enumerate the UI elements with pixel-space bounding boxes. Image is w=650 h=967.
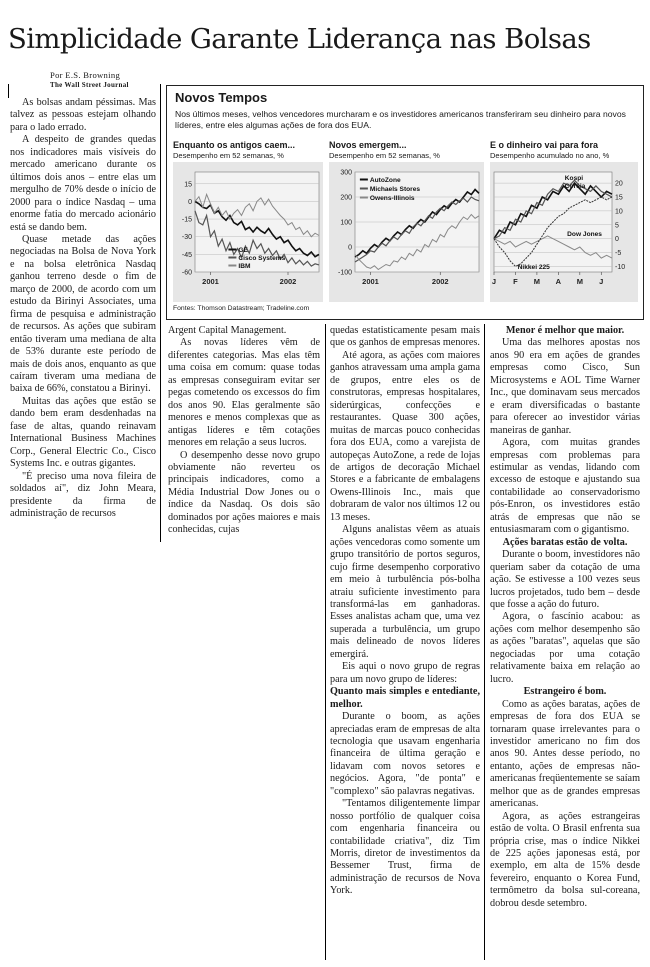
byline-publication: The Wall Street Journal [50, 81, 129, 89]
subhead: Quanto mais simples e entediante, melhor. [330, 686, 480, 710]
subhead: Ações baratas estão de volta. [502, 536, 628, 548]
article-column-1 [10, 97, 156, 552]
paragraph: Uma das melhores apostas nos anos 90 era em ações de grandes empresas como Cisco, Sun Microsystems e AOL Time Warner Inc., que dominavam seus mercados e eram diversificadas o bastante para oferecer ao investidor várias maneiras de ganhar. [490, 337, 640, 436]
column-rule [484, 324, 485, 960]
x-tick-label: M [576, 277, 583, 286]
legend-label: Dow Jones [567, 231, 602, 238]
legend-label: GE [238, 247, 248, 254]
y-tick-label: -10 [615, 263, 626, 271]
paragraph: "É preciso uma nova fileira de soldados aí", diz John Meara, presidente da firma de administração de recursos [10, 470, 156, 519]
paragraph: Como as ações baratas, ações de empresas de fora dos EUA se tornaram quase irrelevantes para o investidor americano no fim dos anos 90. Antes desse período, no entanto, ações de empresas não-americanas freqüentemente se saíam melhor que as de grandes empresas americanas. [490, 698, 640, 810]
x-tick-label: 2002 [279, 277, 297, 286]
y-tick-label: 100 [340, 219, 352, 227]
paragraph: Durante o boom, investidores não queriam saber da cotação de uma ação. Se estivesse a 100 vezes seus lucros projetados, tudo bem – desde que fosse a ação do futuro. [490, 549, 640, 610]
chart-svg [329, 162, 484, 302]
chart-svg [490, 162, 638, 302]
y-tick-label: -30 [181, 234, 192, 242]
y-tick-label: 0 [188, 198, 192, 206]
x-tick-label: F [513, 277, 518, 286]
legend-label: Nikkei 225 [517, 264, 550, 271]
chart-title: Enquanto os antigos caem... [173, 140, 296, 150]
legend-label: Kospi [564, 175, 584, 182]
chart-subtitle: Desempenho acumulado no ano, % [490, 151, 610, 160]
y-tick-label: -60 [181, 269, 192, 277]
y-tick-label: 5 [615, 222, 619, 230]
chart-2 [329, 140, 484, 307]
paragraph: Agora, o fascínio acabou: as ações com melhor desempenho são as ações "baratas", aquelas que são negociadas por uma cotação relativamente baixa em relação ao lucro. [490, 611, 640, 685]
paragraph: Agora, as ações estrangeiras estão de volta. O Brasil enfrenta sua própria crise, mas o índice Nikkei de 225 ações japonesas está, por exemplo, em alta de 15% desde fevereiro, enquanto o Korea Fund, termômetro da bolsa sul-coreana, dobrou desde setembro. [490, 810, 640, 909]
chart-subtitle: Desempenho em 52 semanas, % [329, 151, 440, 160]
y-tick-label: -5 [615, 250, 622, 258]
article-column-2 [168, 325, 320, 560]
chart-svg [173, 162, 323, 302]
x-tick-label: J [491, 277, 497, 286]
article-column-3 [330, 325, 480, 965]
paragraph: A despeito de grandes quedas nos indicadores mais visíveis do mercado americano durante os últimos dois anos – entre elas um mergulho de 70% desde o início de 2000 para o índice Nasdaq – uma enorme fatia do mercado acionário está se dando bem. [10, 134, 156, 233]
news-graphic [166, 85, 644, 320]
y-tick-label: 10 [615, 208, 623, 216]
y-tick-label: -100 [337, 269, 352, 277]
byline-author: Por E.S. Browning [50, 70, 121, 80]
legend-label: Michaels Stores [369, 186, 421, 193]
paragraph: Até agora, as ações com maiores ganhos atravessam uma ampla gama de grupos, entre eles os de construtoras, empresas hospitalares, siderúrgicas, confecções e restaurantes. Quase 300 ações, muitas de marcas pouco conhecidas fora dos EUA, como a varejista de autopeças AutoZone, a rede de lojas de artigos de decoração Michael Stores e a fabricante de embalagens Owens-Illinois Inc., mais que dobraram de valor nos últimos 12 ou 13 meses. [330, 349, 480, 523]
paragraph: Muitas das ações que estão se dando bem eram desdenhadas na fase de altas, quando reinavam International Business Machines Corp., General Electric Co., Cisco Systems Inc. e outras gigantes. [10, 395, 156, 470]
subhead: Estrangeiro é bom. [523, 686, 607, 698]
legend-label: Cisco Systems [238, 255, 286, 262]
x-tick-label: 2002 [431, 277, 449, 286]
y-tick-label: 200 [340, 194, 352, 202]
x-tick-label: 2001 [202, 277, 219, 286]
y-tick-label: 15 [184, 181, 192, 189]
paragraph: O desempenho desse novo grupo obviamente não reverteu os principais indicadores, como a Média Industrial Dow Jones ou o índice da Nasdaq. Os dois são dominados por ações maiores e mais conhecidas, cujas [168, 449, 320, 536]
legend-label: Coréia [564, 183, 586, 190]
paragraph: As novas líderes vêm de diferentes categorias. Mas elas têm uma coisa em comum: quase todas as empresas conseguiram evitar ser pegas cometendo os excessos do fim dos anos 90. Elas geralmente são menores e menos complexas que as antigas líderes e têm cotações menores em relação a seus lucros. [168, 337, 320, 449]
chart-title: E o dinheiro vai para fora [490, 140, 599, 150]
x-tick-label: 2001 [362, 277, 379, 286]
chart-3 [490, 140, 638, 307]
paragraph: Eis aqui o novo grupo de regras para um novo grupo de líderes: [330, 661, 480, 685]
chart-1 [173, 140, 323, 307]
headline: Simplicidade Garante Liderança nas Bolsas [8, 23, 591, 55]
legend-label: IBM [238, 263, 251, 270]
graphic-description: Nos últimos meses, velhos vencedores murcharam e os investidores americanos transferiram seu dinheiro para novos líderes, entre eles algumas ações de fora dos EUA. [175, 109, 626, 130]
x-tick-label: M [533, 277, 541, 286]
y-tick-label: -45 [181, 251, 192, 259]
chart-title: Novos emergem... [329, 140, 407, 150]
paragraph: Alguns analistas vêem as atuais ações vencedoras como somente um grupo transitório de portos seguros, cujo firme desempenho corporativo em meio à turbulência pós-bolha atraiu suficiente investimento para transformá-las em ganhadoras. Esses analistas acham que, uma vez superada a turbulência, um grupo mais delineado de novos líderes emergirá. [330, 524, 480, 660]
article-column-4 [490, 325, 640, 965]
x-tick-label: A [555, 277, 562, 286]
subhead: Menor é melhor que maior. [505, 325, 625, 336]
graphic-source: Fontes: Thomson Datastream; Tradeline.com [173, 305, 310, 312]
y-tick-label: 0 [615, 236, 619, 244]
byline [50, 70, 160, 90]
column-rule [8, 84, 9, 98]
y-tick-label: 15 [615, 194, 623, 202]
y-tick-label: 20 [615, 180, 623, 188]
paragraph: Durante o boom, as ações apreciadas eram de empresas de alta tecnologia que usavam engenharia financeira de última geração e lidavam com novos setores e negócios. Agora, "de ponta" e "complexo" são palavras negativas. [330, 711, 480, 797]
paragraph: As bolsas andam péssimas. Mas talvez as pessoas estejam olhando para o lado errado. [10, 97, 156, 133]
paragraph: "Tentamos diligentemente limpar nosso portfólio de qualquer coisa com engenharia financeira ou contabilidade criativa", diz Tim Morris, diretor de investimentos da Bessemer Trust, firma de administração de recursos de Nova York. [330, 798, 480, 897]
legend-label: AutoZone [369, 177, 401, 184]
x-tick-label: J [599, 277, 604, 286]
paragraph: Quase metade das ações negociadas na Bolsa de Nova York e na bolsa eletrônica Nasdaq ganhou terreno desde o fim de março de 2000, de acordo com um estudo da Birinyi Associates, uma firma de pesquisa e administração de recursos. As ações que subiram então tiveram uma mediana de alta de 53% durante este período de mais de dois anos, enquanto as que caíram tiveram uma mediana de baixa de 66%, constatou a Birinyi. [10, 233, 156, 395]
legend-label: Owens-Illinois [369, 195, 415, 202]
paragraph: Agora, com muitas grandes empresas com problemas para estimular as vendas, lidando com excesso de estoque e ajustando sua contabilidade ao conservadorismo pós-Enron, os investidores estão atrás de empresas que não se entusiasmaram com o gigantismo. [490, 437, 640, 536]
chart-subtitle: Desempenho em 52 semanas, % [173, 151, 284, 160]
paragraph: Argent Capital Management. [168, 325, 287, 336]
column-rule [325, 324, 326, 960]
column-rule [160, 84, 161, 542]
paragraph: quedas estatisticamente pesam mais que os ganhos de empresas menores. [330, 325, 480, 349]
y-tick-label: 300 [340, 169, 352, 177]
y-tick-label: -15 [181, 216, 192, 224]
y-tick-label: 0 [348, 244, 352, 252]
graphic-title: Novos Tempos [175, 90, 268, 105]
